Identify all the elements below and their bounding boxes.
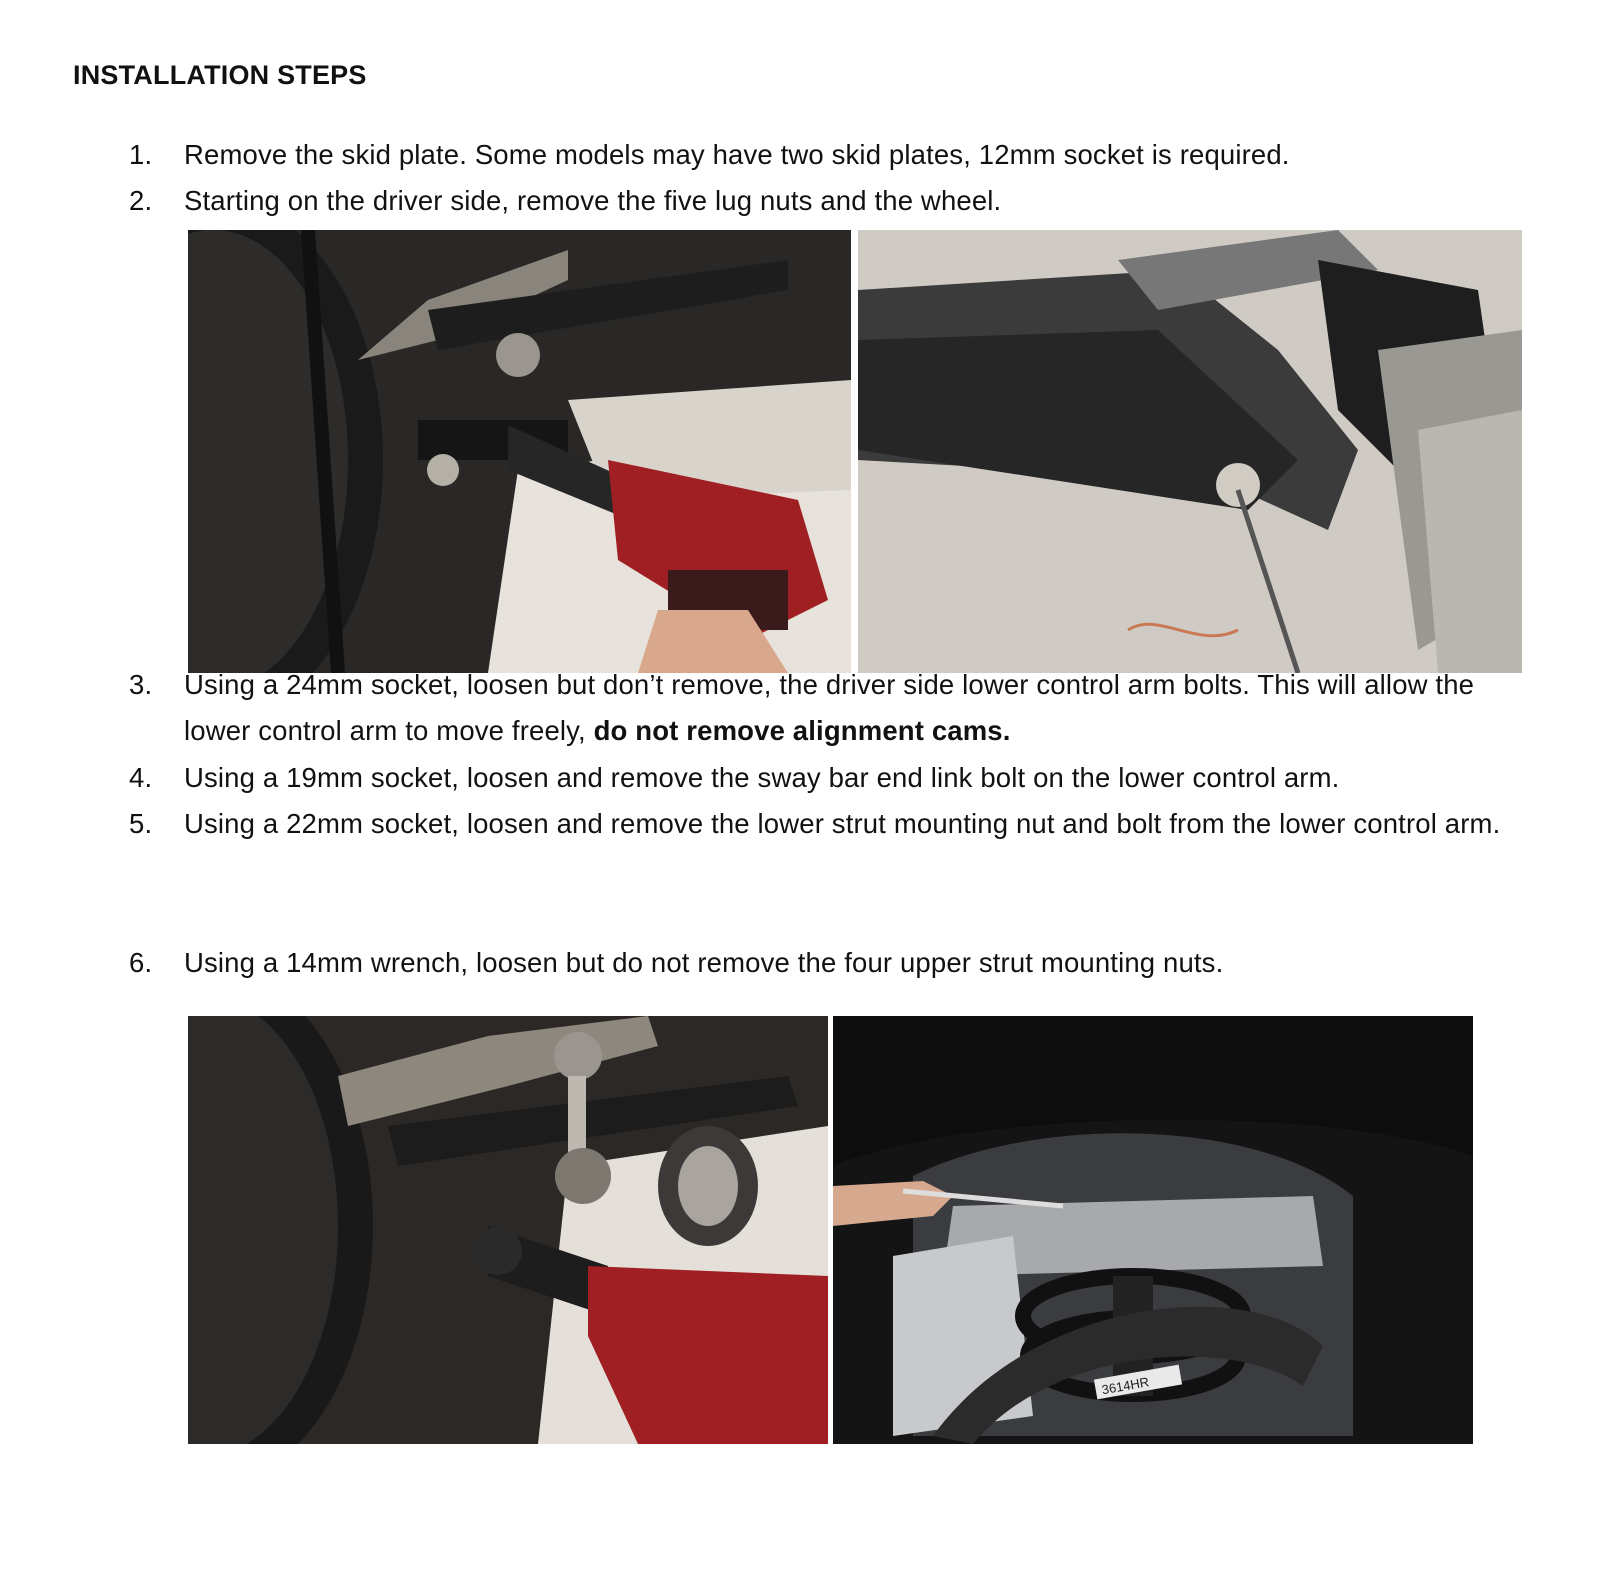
photo-sway-bar-impact-wrench (188, 230, 851, 673)
step-5 (129, 801, 1529, 847)
step-number: 6. (129, 947, 153, 978)
step-text: Using a 22mm socket, loosen and remove the lower strut mounting nut and bolt from the lower control arm. (184, 808, 1501, 839)
step-number: 1. (129, 139, 153, 170)
step-warning: do not remove alignment cams. (593, 715, 1011, 746)
step-number: 5. (129, 808, 153, 839)
step-3 (129, 662, 1529, 754)
step-number: 4. (129, 762, 153, 793)
step-text: Using a 19mm socket, loosen and remove the sway bar end link bolt on the lower control arm. (184, 762, 1340, 793)
step-1 (129, 132, 1529, 178)
step-text: Remove the skid plate. Some models may have two skid plates, 12mm socket is required. (184, 139, 1290, 170)
step-text: Using a 14mm wrench, loosen but do not remove the four upper strut mounting nuts. (184, 947, 1224, 978)
step-number: 2. (129, 185, 153, 216)
step-text: Starting on the driver side, remove the five lug nuts and the wheel. (184, 185, 1002, 216)
step-number: 3. (129, 669, 153, 700)
photo-lower-control-arm-bolt (858, 230, 1522, 673)
step-4 (129, 755, 1529, 801)
step-text: Using a 24mm socket, loosen but don’t remove, the driver side lower control arm bolts. This will allow the lower control arm to move freely, (184, 669, 1475, 746)
photo-upper-strut-mount (833, 1016, 1473, 1444)
photo-lower-strut-impact-wrench (188, 1016, 828, 1444)
step-2 (129, 178, 1529, 224)
page-title: INSTALLATION STEPS (73, 60, 367, 90)
step-6 (129, 940, 1529, 986)
part-number-label: 3614HR (1100, 1374, 1151, 1398)
